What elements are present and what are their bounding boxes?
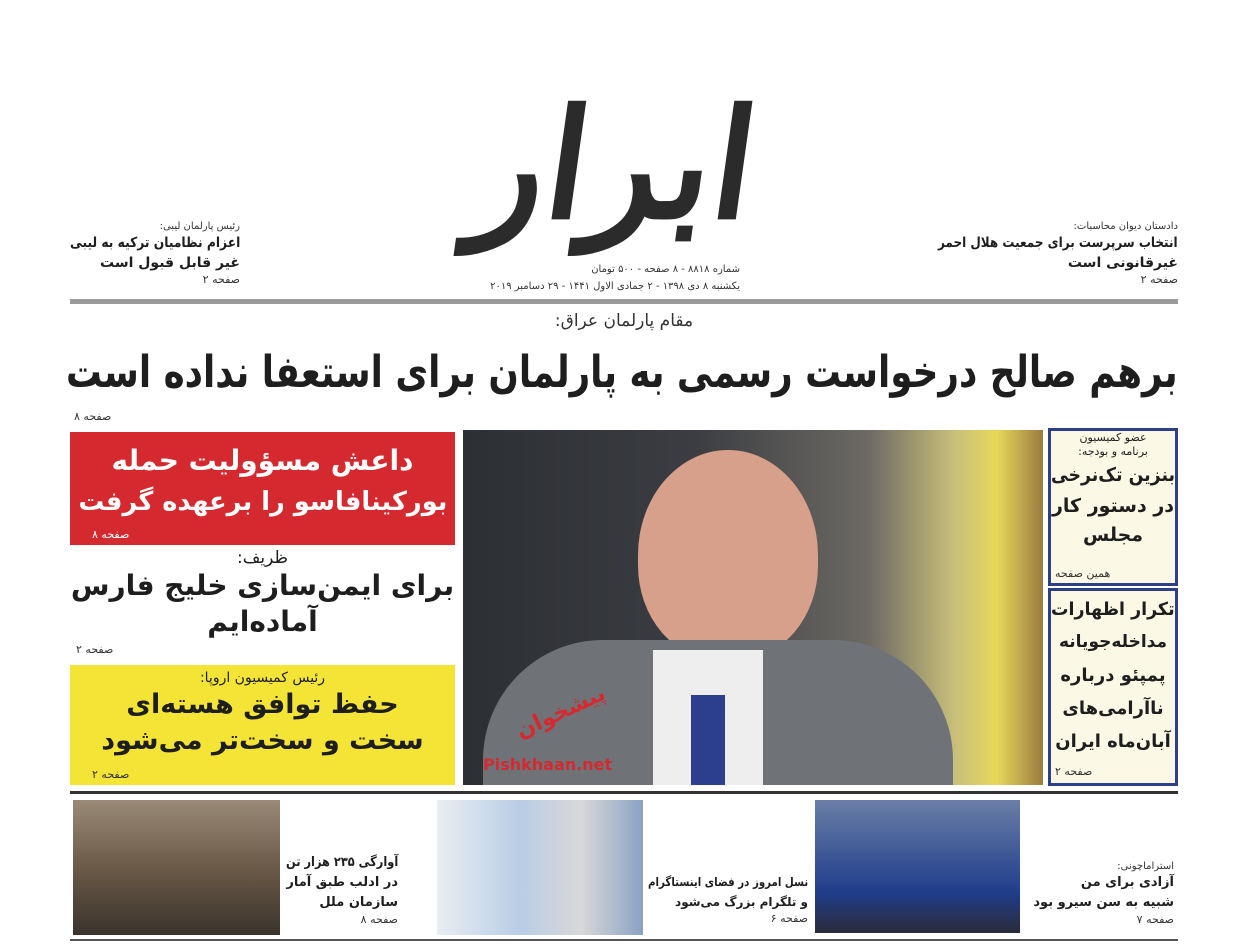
story-title: شبیه به سن سیرو بود — [1033, 895, 1174, 910]
bottom-story-1[interactable] — [1024, 860, 1174, 927]
story-title: نسل امروز در فضای اینستاگرام — [647, 875, 808, 889]
page-ref: صفحه ۸ — [360, 913, 398, 926]
lead-kicker: مقام پارلمان عراق: — [554, 311, 694, 331]
story-title: تکرار اظهارات — [1051, 599, 1175, 620]
story-title: سازمان ملل — [319, 895, 398, 910]
watermark-url: Pishkhaan.net — [483, 755, 613, 774]
divider — [70, 939, 1178, 941]
story-title: ناآرامی‌های — [1062, 698, 1164, 719]
story-title: در دستور کار — [1051, 495, 1175, 517]
page-ref: همین صفحه — [1055, 567, 1111, 580]
date-line: یکشنبه ۸ دی ۱۳۹۸ - ۲ جمادی الاول ۱۴۴۱ - ۲۹ دسامبر ۲۰۱۹ — [490, 281, 740, 292]
bottom-story-2[interactable] — [648, 872, 808, 926]
right-box-story-2[interactable] — [1048, 588, 1178, 786]
story-kicker: استراماچونی: — [1117, 861, 1174, 872]
story-title: پمپئو درباره — [1060, 665, 1166, 686]
story-title: برای ایمن‌سازی خلیج فارس — [70, 569, 455, 602]
top-left-teaser[interactable] — [70, 220, 240, 287]
yellow-box-story[interactable] — [70, 665, 455, 785]
teaser-kicker: رئیس پارلمان لیبی: — [159, 221, 240, 232]
red-box-story[interactable] — [70, 432, 455, 545]
story-title: بنزین تک‌نرخی — [1050, 464, 1175, 486]
top-right-teaser[interactable] — [938, 220, 1178, 287]
lead-headline[interactable]: برهم صالح درخواست رسمی به پارلمان برای استعفا نداده است — [66, 347, 1178, 398]
story-kicker: عضو کمیسیون — [1079, 431, 1147, 444]
teaser-title: غیرقانونی است — [1067, 255, 1178, 271]
story-title: مجلس — [1082, 524, 1144, 546]
divider — [70, 299, 1178, 304]
divider — [70, 791, 1178, 794]
teaser-title: اعزام نظامیان ترکیه به لیبی — [69, 235, 240, 251]
page-ref: صفحه ۲ — [1140, 273, 1178, 286]
page-ref: صفحه ۸ — [74, 410, 112, 423]
right-box-story-1[interactable] — [1048, 428, 1178, 586]
refugees-photo[interactable] — [73, 800, 280, 935]
page-ref: صفحه ۲ — [1055, 765, 1093, 778]
page-ref: صفحه ۸ — [92, 528, 130, 541]
masthead-logo: ابرار — [462, 77, 768, 253]
story-title: آبان‌ماه ایران — [1055, 731, 1171, 752]
story-title: سخت و سخت‌تر می‌شود — [101, 725, 424, 756]
story-title: بورکینافاسو را برعهده گرفت — [78, 487, 447, 517]
page-ref: صفحه ۷ — [1136, 913, 1174, 926]
laptop-photo[interactable] — [437, 800, 643, 935]
watermark: پیشخوان — [512, 680, 610, 745]
teaser-kicker: دادستان دیوان محاسبات: — [1073, 221, 1178, 232]
story-kicker: ظریف: — [237, 548, 288, 568]
issue-line: شماره ۸۸۱۸ - ۸ صفحه - ۵۰۰ تومان — [591, 264, 740, 275]
page-ref: صفحه ۲ — [202, 273, 240, 286]
story-title: در ادلب طبق آمار — [286, 875, 398, 890]
page-ref: صفحه ۲ — [76, 643, 114, 656]
zarif-story[interactable] — [70, 548, 455, 656]
teaser-title: انتخاب سرپرست برای جمعیت هلال احمر — [938, 235, 1178, 251]
bottom-story-3[interactable] — [286, 853, 398, 927]
story-title: آزادی برای من — [1080, 875, 1174, 890]
story-title: داعش مسؤولیت حمله — [111, 444, 414, 477]
story-title: حفظ توافق هسته‌ای — [126, 689, 399, 720]
lead-photo[interactable] — [463, 430, 1043, 785]
story-kicker: برنامه و بودجه: — [1078, 445, 1148, 458]
page-ref: صفحه ۲ — [92, 768, 130, 781]
page-ref: صفحه ۶ — [770, 912, 808, 925]
teaser-title: غیر قابل قبول است — [100, 255, 240, 271]
portrait-head — [638, 450, 818, 660]
story-title: آوارگی ۲۳۵ هزار تن — [285, 855, 398, 870]
story-title: مداخله‌جویانه — [1058, 632, 1168, 652]
story-title: آماده‌ایم — [207, 605, 318, 638]
story-title: و تلگرام بزرگ می‌شود — [675, 895, 808, 909]
portrait-tie — [691, 695, 725, 785]
football-photo[interactable] — [815, 800, 1020, 933]
story-kicker: رئیس کمیسیون اروپا: — [199, 670, 326, 686]
